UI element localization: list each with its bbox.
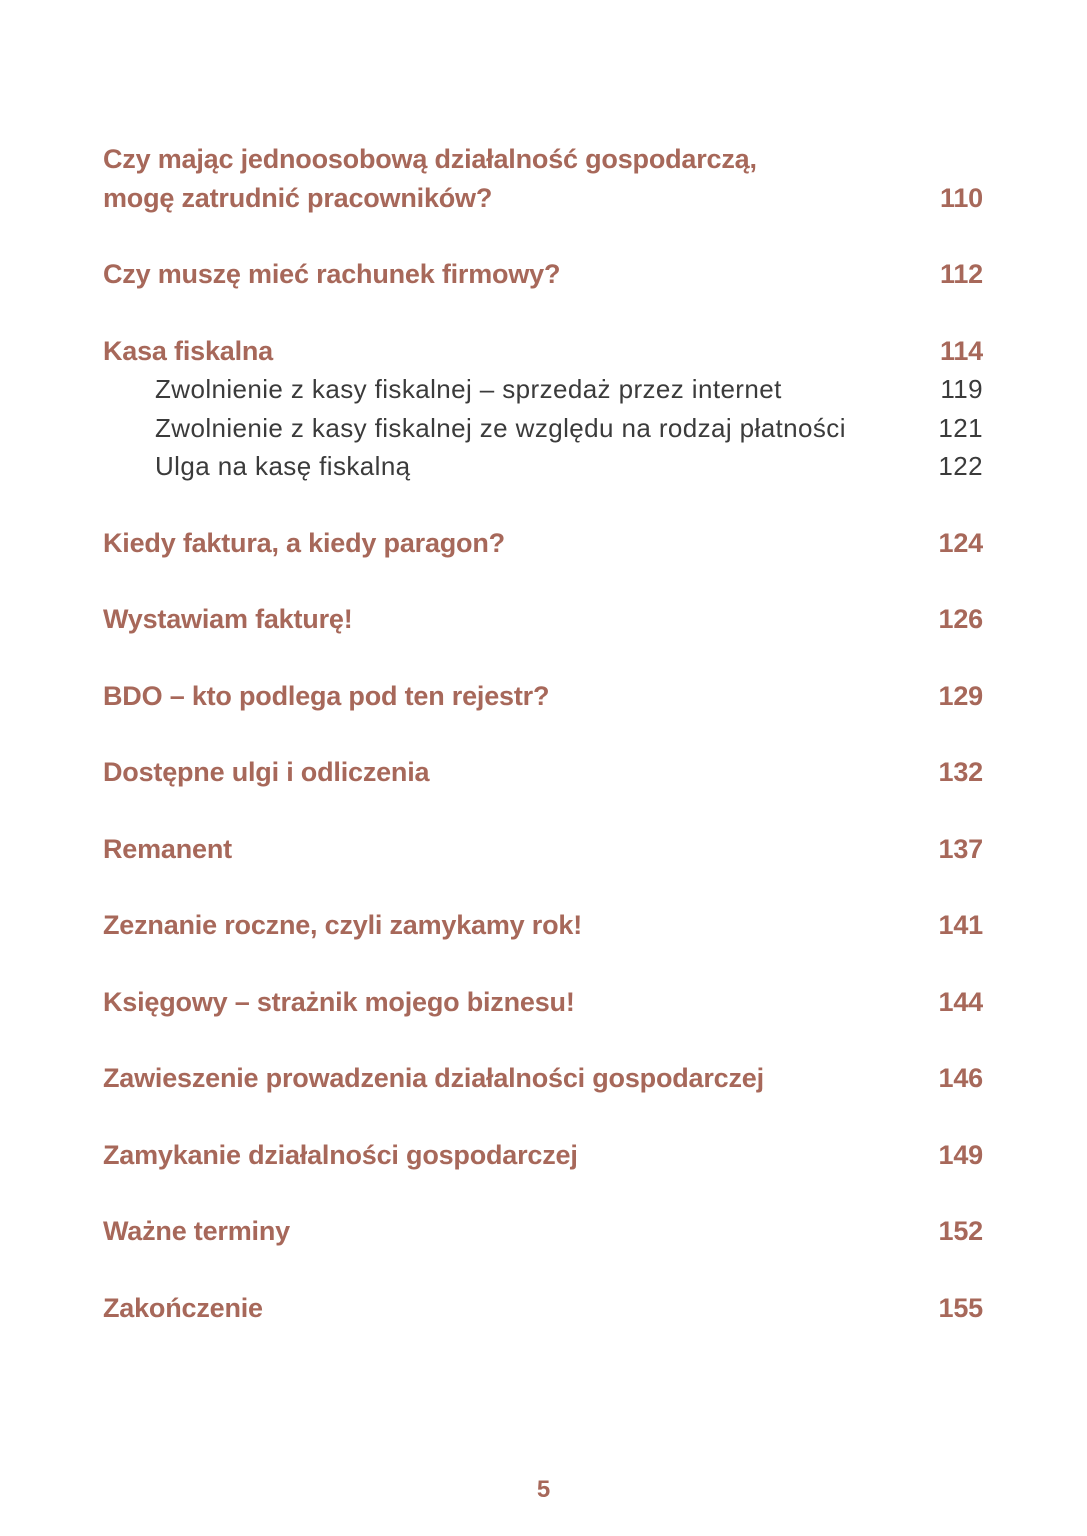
toc-entry[interactable]	[103, 1136, 983, 1175]
toc-entry-page: 137	[938, 833, 983, 864]
toc-entry-page: 124	[938, 527, 983, 558]
toc-entry-title: Kiedy faktura, a kiedy paragon?	[103, 527, 505, 558]
toc-subentry[interactable]	[103, 409, 983, 448]
toc-entry-page: 110	[940, 182, 983, 213]
page-number: 5	[536, 1476, 551, 1503]
toc-entry[interactable]	[103, 140, 983, 217]
toc-subentry[interactable]	[103, 447, 983, 486]
toc-entry-title: Ważne terminy	[103, 1216, 290, 1246]
toc-entry[interactable]	[103, 1212, 983, 1251]
toc-entry-title: Remanent	[103, 833, 232, 864]
toc-entry[interactable]	[103, 677, 983, 716]
toc-entry[interactable]	[103, 753, 983, 792]
toc-subentry-page: 122	[938, 451, 983, 481]
toc-entry-title: Czy mając jednoosobową działalność gospodarczą, mogę zatrudnić pracowników?	[103, 144, 757, 213]
toc-entry-page: 149	[938, 1139, 983, 1170]
toc-entry-title: Wystawiam fakturę!	[103, 604, 353, 634]
toc-entry[interactable]	[103, 906, 983, 945]
toc-subentry[interactable]	[103, 370, 983, 409]
toc-entry-title: BDO – kto podlega pod ten rejestr?	[103, 680, 550, 711]
toc-entry-page: 114	[940, 335, 983, 366]
toc-entry[interactable]	[103, 332, 983, 486]
toc-entry-page: 132	[938, 757, 983, 787]
toc-entry-title: Zakończenie	[103, 1292, 263, 1323]
toc-entry-title: Zawieszenie prowadzenia działalności gospodarczej	[103, 1063, 764, 1093]
toc-entry-title: Zeznanie roczne, czyli zamykamy rok!	[103, 910, 582, 940]
toc-entry-title: Kasa fiskalna	[103, 335, 273, 366]
toc-entry[interactable]	[103, 983, 983, 1022]
toc-entry[interactable]	[103, 1289, 983, 1328]
toc-entry-title: Czy muszę mieć rachunek firmowy?	[103, 259, 561, 289]
toc-entry[interactable]	[103, 830, 983, 869]
toc-entry-page: 146	[938, 1063, 983, 1093]
toc-entry[interactable]	[103, 1059, 983, 1098]
toc-entry-page: 112	[940, 259, 983, 289]
toc-subentry-title: Zwolnienie z kasy fiskalnej ze względu na rodzaj płatności	[155, 412, 846, 443]
toc-entry-page: 126	[938, 604, 983, 634]
toc-entry-title: Księgowy – strażnik mojego biznesu!	[103, 986, 575, 1017]
toc-subentries	[103, 370, 983, 486]
toc-entry[interactable]	[103, 524, 983, 563]
toc-entry[interactable]	[103, 600, 983, 639]
toc-entry-page: 152	[938, 1216, 983, 1246]
table-of-contents	[103, 140, 983, 1365]
toc-entry[interactable]	[103, 255, 983, 294]
toc-entry-page: 155	[938, 1292, 983, 1323]
toc-subentry-title: Ulga na kasę fiskalną	[155, 451, 411, 481]
toc-entry-page: 129	[938, 680, 983, 711]
toc-entry-title: Zamykanie działalności gospodarczej	[103, 1139, 578, 1170]
toc-entry-page: 141	[938, 910, 983, 940]
toc-subentry-page: 119	[940, 374, 983, 404]
toc-entry-title: Dostępne ulgi i odliczenia	[103, 757, 430, 787]
toc-subentry-page: 121	[938, 412, 983, 443]
toc-subentry-title: Zwolnienie z kasy fiskalnej – sprzedaż przez internet	[155, 374, 782, 404]
toc-entry-page: 144	[938, 986, 983, 1017]
